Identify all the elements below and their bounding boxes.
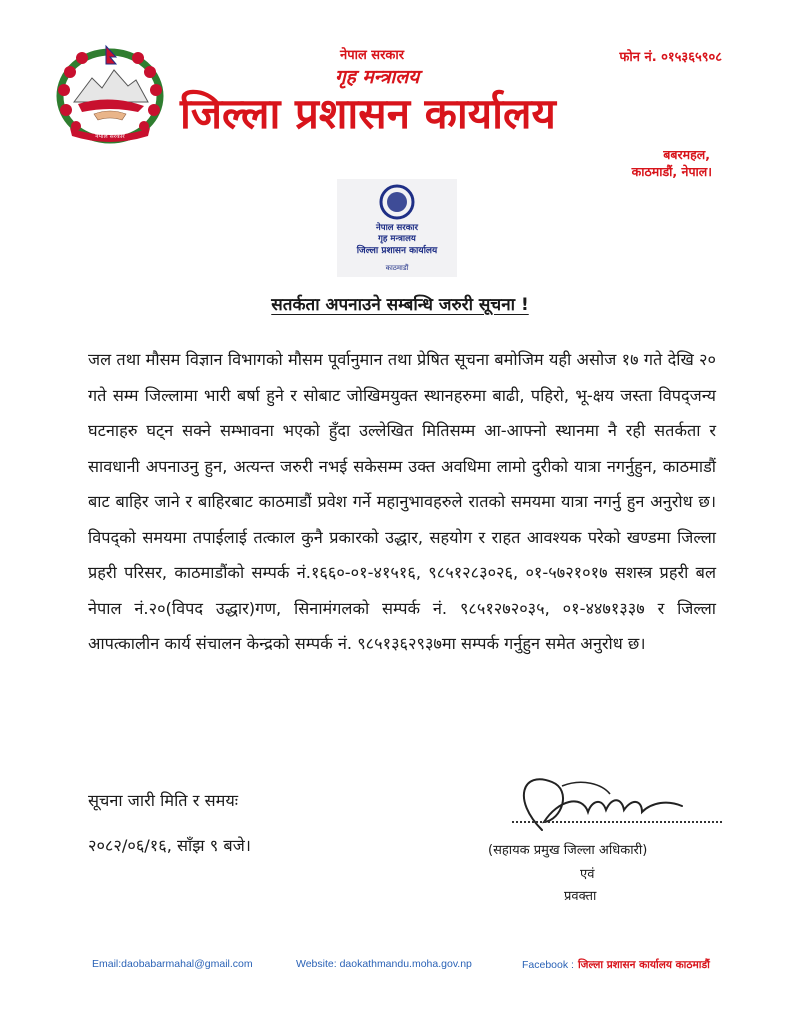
phone-number: फोन नं. ०१५३६५९०८ xyxy=(619,50,722,65)
stamp-line-2: गृह मन्त्रालय xyxy=(378,234,416,244)
government-name: नेपाल सरकार xyxy=(340,48,405,63)
ministry-name: गृह मन्त्रालय xyxy=(335,66,420,88)
stamp-line-1: नेपाल सरकार xyxy=(376,223,418,233)
facebook-label: Facebook : xyxy=(522,959,574,971)
issue-date-value: २०८२/०६/१६, साँझ ९ बजे। xyxy=(88,836,251,855)
nepal-government-emblem-icon xyxy=(52,42,168,146)
emblem-ribbon-text: नेपाल सरकार xyxy=(95,133,125,140)
footer-facebook xyxy=(522,958,710,972)
stamp-line-3: जिल्ला प्रशासन कार्यालय xyxy=(356,246,438,256)
stamp-line-4: काठमाडौं xyxy=(385,264,409,272)
address-line-2: काठमाडौं, नेपाल। xyxy=(631,164,712,179)
signature-line xyxy=(512,821,722,823)
notice-body: जल तथा मौसम विज्ञान विभागको मौसम पूर्वानुमान तथा प्रेषित सूचना बमोजिम यही असोज १७ गते देखि २० गते सम्म जिल्लामा भारी बर्षा हुने र सोबाट जोखिमयुक्त स्थानहरुमा बाढी, पहिरो, भू-क्षय जस्ता विपद्जन्य घटनाहरु घट्न सक्ने सम्भावना भएको हुँदा उल्लेखित मितिसम्म आ-आफ्नो स्थानमा नै रही सतर्कता र सावधानी अपनाउनु हुन, अत्यन्त जरुरी नभई सकेसम्म उक्त अवधिमा लामो दुरीको यात्रा नगर्नुहुन, काठमाडौं बाट बाहिर जाने र बाहिरबाट काठमाडौं प्रवेश गर्ने महानुभावहरुले रातको समयमा यात्रा नगर्नु हुन अनुरोध छ। विपद्को समयमा तपाईलाई तत्काल कुनै प्रकारको उद्धार, सहयोग र राहत आवश्यक परेको खण्डमा जिल्ला प्रहरी परिसर, काठमाडौंको सम्पर्क नं.१६६०-०१-४१५१६, ९८५१२८३०२६, ०१-५७२१०१७ सशस्त्र प्रहरी बल नेपाल नं.२०(विपद उद्धार)गण, सिनामंगलको सम्पर्क नं. ९८५१२७२०३५, ०१-४४७१३३७ र जिल्ला आपत्कालीन कार्य संचालन केन्द्रको सम्पर्क नं. ९८५१३६२९३७मा सम्पर्क गर्नुहुन समेत अनुरोध छ। xyxy=(88,350,716,653)
issue-date-label: सूचना जारी मिति र समयः xyxy=(88,791,239,810)
notice-title: सतर्कता अपनाउने सम्बन्धि जरुरी सूचना ! xyxy=(271,295,529,315)
footer-website-link[interactable]: Website: daokathmandu.moha.gov.np xyxy=(296,958,472,970)
office-stamp-icon xyxy=(336,178,458,278)
office-name: जिल्ला प्रशासन कार्यालय xyxy=(180,89,556,138)
signatory-title: (सहायक प्रमुख जिल्ला अधिकारी) xyxy=(488,843,648,858)
facebook-page-link[interactable]: जिल्ला प्रशासन कार्यालय काठमाडौं xyxy=(577,959,710,971)
address-line-1: बबरमहल, xyxy=(663,147,710,162)
signatory-conjunction: एवं xyxy=(580,867,595,882)
footer-email-link[interactable]: Email:daobabarmahal@gmail.com xyxy=(92,958,253,970)
signatory-role: प्रवक्ता xyxy=(564,889,597,904)
